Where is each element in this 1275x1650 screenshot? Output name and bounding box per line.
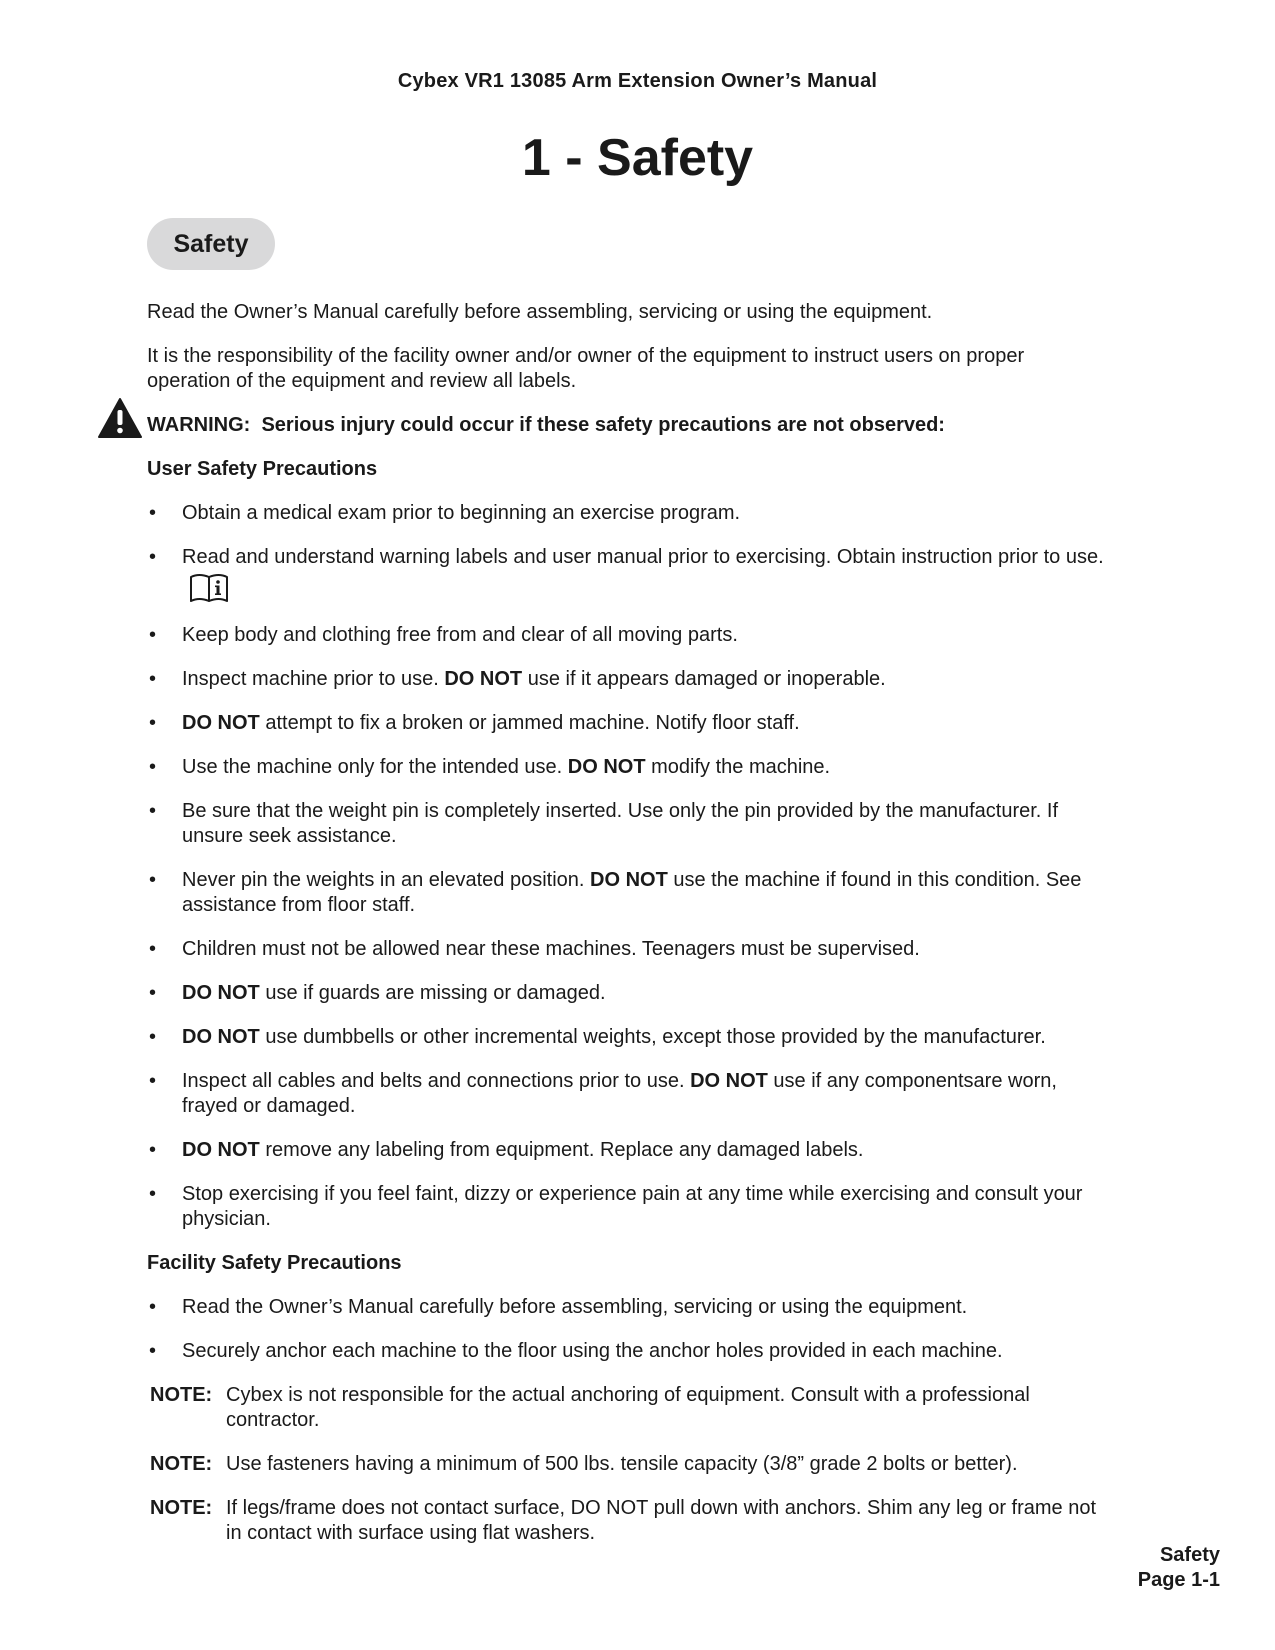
- item-text: Inspect machine prior to use.: [182, 668, 445, 690]
- list-item: [147, 868, 1107, 918]
- list-item: [147, 937, 1107, 962]
- item-text: use if it appears damaged or inoperable.: [522, 668, 886, 690]
- bullet-icon: •: [149, 712, 157, 734]
- item-emphasis: DO NOT: [182, 982, 260, 1004]
- list-item: [147, 1295, 1107, 1320]
- bullet-icon: •: [149, 502, 157, 524]
- item-text: use if any componentsare worn, frayed or damaged.: [182, 1070, 1057, 1117]
- list-item: [147, 1025, 1107, 1050]
- list-item: [147, 501, 1107, 526]
- note-text: Cybex is not responsible for the actual anchoring of equipment. Consult with a professional contractor.: [226, 1384, 1030, 1431]
- item-text: Inspect all cables and belts and connections prior to use.: [182, 1070, 691, 1092]
- note: [150, 1452, 1107, 1477]
- list-item: [147, 711, 1107, 736]
- bullet-icon: •: [149, 624, 157, 646]
- intro-paragraph-1: Read the Owner’s Manual carefully before assembling, servicing or using the equipment.: [147, 301, 933, 323]
- bullet-icon: •: [149, 1070, 157, 1092]
- facility-safety-heading: Facility Safety Precautions: [147, 1252, 402, 1274]
- warning-triangle-icon: [97, 397, 143, 439]
- item-text: attempt to fix a broken or jammed machine. Notify floor staff.: [259, 712, 800, 734]
- warning-statement: [147, 413, 1107, 438]
- note-label: NOTE:: [150, 1497, 213, 1519]
- item-text: Be sure that the weight pin is completely inserted. Use only the pin provided by the manufacturer. If unsure seek assistance.: [182, 800, 1059, 847]
- item-text: Stop exercising if you feel faint, dizzy or experience pain at any time while exercising and consult your physician.: [182, 1183, 1083, 1230]
- bullet-icon: •: [149, 1340, 157, 1362]
- item-text: Use the machine only for the intended use.: [182, 756, 568, 778]
- item-text: use if guards are missing or damaged.: [259, 982, 606, 1004]
- item-text: remove any labeling from equipment. Replace any damaged labels.: [259, 1139, 864, 1161]
- item-emphasis: DO NOT: [182, 712, 260, 734]
- list-item: [147, 981, 1107, 1006]
- item-text: Read and understand warning labels and user manual prior to exercising. Obtain instruction prior to use.: [182, 546, 1104, 568]
- warning-text: Serious injury could occur if these safety precautions are not observed:: [261, 414, 945, 436]
- list-item: [147, 1339, 1107, 1364]
- list-item: [147, 755, 1107, 780]
- page-footer: [1138, 1543, 1220, 1593]
- item-text: Keep body and clothing free from and clear of all moving parts.: [182, 624, 738, 646]
- item-text: use the machine if found in this condition. See assistance from floor staff.: [182, 869, 1082, 916]
- user-safety-heading: User Safety Precautions: [147, 458, 378, 480]
- list-item: [147, 545, 1107, 604]
- note: [150, 1383, 1107, 1433]
- bullet-icon: •: [149, 1026, 157, 1048]
- list-item: [147, 623, 1107, 648]
- note: [150, 1496, 1107, 1546]
- bullet-icon: •: [149, 668, 157, 690]
- item-text: Never pin the weights in an elevated position.: [182, 869, 591, 891]
- item-text: use dumbbells or other incremental weights, except those provided by the manufacturer.: [259, 1026, 1046, 1048]
- intro-paragraph-2: It is the responsibility of the facility owner and/or owner of the equipment to instruct users on proper operation of the equipment and review all labels.: [147, 345, 1025, 392]
- item-text: Children must not be allowed near these machines. Teenagers must be supervised.: [182, 938, 920, 960]
- bullet-icon: •: [149, 1183, 157, 1205]
- user-safety-list: [147, 501, 1107, 1232]
- footer-section: Safety: [1159, 1544, 1220, 1566]
- item-text: Securely anchor each machine to the floor using the anchor holes provided in each machine.: [182, 1340, 1003, 1362]
- safety-content: [147, 300, 1107, 1565]
- item-emphasis: DO NOT: [590, 869, 668, 891]
- facility-safety-list: [147, 1295, 1107, 1364]
- list-item: [147, 1138, 1107, 1163]
- list-item: [147, 1182, 1107, 1232]
- item-text: Obtain a medical exam prior to beginning an exercise program.: [182, 502, 741, 524]
- item-emphasis: DO NOT: [444, 668, 523, 690]
- note-text: Use fasteners having a minimum of 500 lbs. tensile capacity (3/8” grade 2 bolts or better).: [226, 1453, 1018, 1475]
- manual-header: Cybex VR1 13085 Arm Extension Owner’s Manual: [397, 70, 878, 92]
- item-text: Read the Owner’s Manual carefully before assembling, servicing or using the equipment.: [182, 1296, 968, 1318]
- note-text: If legs/frame does not contact surface, DO NOT pull down with anchors. Shim any leg or frame not in contact with surface using flat washers.: [226, 1497, 1097, 1544]
- item-text: modify the machine.: [645, 756, 831, 778]
- section-label-pill: Safety: [147, 218, 275, 270]
- item-emphasis: DO NOT: [567, 756, 646, 778]
- chapter-title: 1 - Safety: [521, 129, 754, 187]
- item-emphasis: DO NOT: [182, 1026, 260, 1048]
- warning-label: WARNING:: [147, 414, 251, 436]
- list-item: [147, 667, 1107, 692]
- bullet-icon: •: [149, 982, 157, 1004]
- item-emphasis: DO NOT: [690, 1070, 768, 1092]
- bullet-icon: •: [149, 1296, 157, 1318]
- list-item: [147, 799, 1107, 849]
- list-item: [147, 1069, 1107, 1119]
- bullet-icon: •: [149, 546, 157, 568]
- note-label: NOTE:: [150, 1384, 213, 1406]
- note-label: NOTE:: [150, 1453, 213, 1475]
- bullet-icon: •: [149, 869, 157, 891]
- bullet-icon: •: [149, 938, 157, 960]
- manual-book-icon: [188, 570, 230, 604]
- notes-block: [147, 1383, 1107, 1546]
- bullet-icon: •: [149, 800, 157, 822]
- footer-page-number: Page 1-1: [1137, 1569, 1220, 1591]
- item-emphasis: DO NOT: [182, 1139, 260, 1161]
- bullet-icon: •: [149, 1139, 157, 1161]
- bullet-icon: •: [149, 756, 157, 778]
